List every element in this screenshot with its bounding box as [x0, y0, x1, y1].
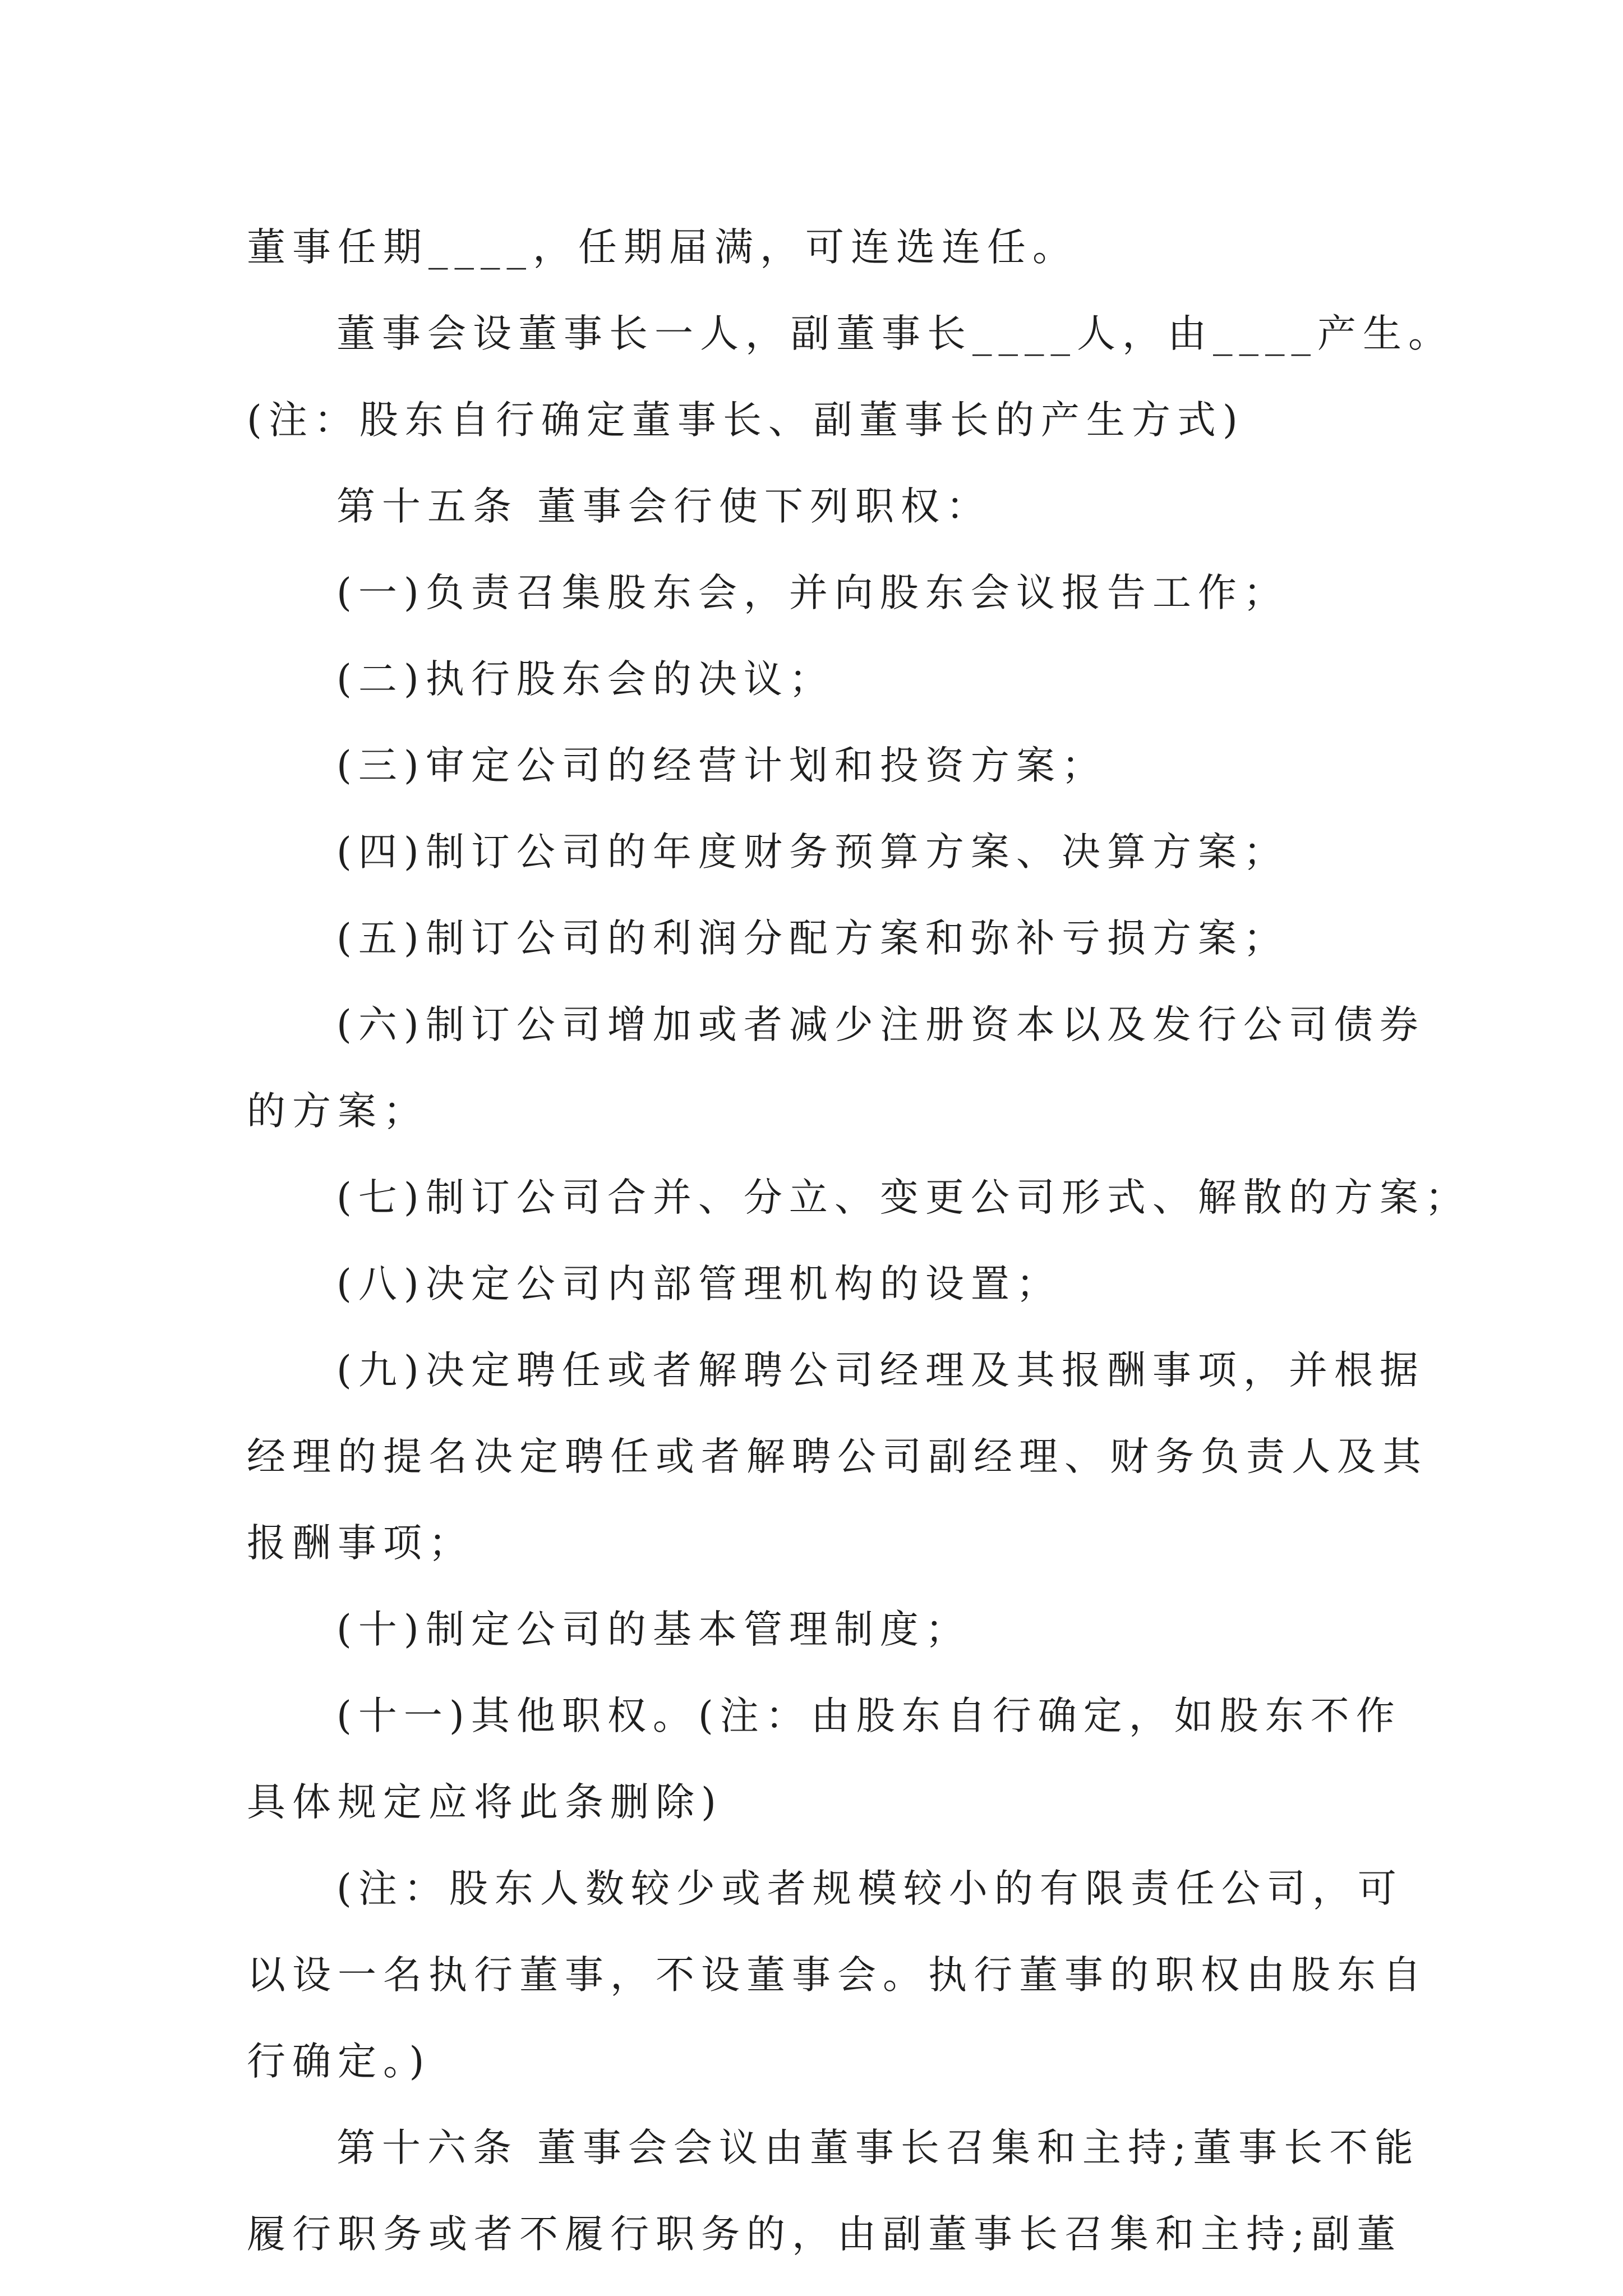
text-line: (十)制定公司的基本管理制度；: [336, 1607, 971, 1652]
text-line: (三)审定公司的经营计划和投资方案；: [336, 743, 1107, 788]
text-line: (八)决定公司内部管理机构的设置；: [336, 1262, 1062, 1306]
article-heading-15: 第十五条 董事会行使下列职权：: [336, 484, 992, 529]
text-line: (注：股东自行确定董事长、副董事长的产生方式): [247, 398, 1244, 443]
text-line: (十一)其他职权。(注：由股东自行确定，如股东不作: [336, 1694, 1401, 1738]
text-line: 履行职务或者不履行职务的，由副董事长召集和主持;副董: [247, 2212, 1403, 2257]
text-line: 行确定。): [247, 2039, 431, 2084]
document-body: [247, 204, 1470, 2277]
text-line: (一)负责召集股东会，并向股东会议报告工作；: [336, 570, 1289, 615]
text-line: 董事会设董事长一人，副董事长____人，由____产生。: [336, 311, 1454, 356]
text-line: 具体规定应将此条删除): [247, 1780, 723, 1825]
text-line: (七)制订公司合并、分立、变更公司形式、解散的方案；: [336, 1175, 1470, 1220]
text-line: (六)制订公司增加或者减少注册资本以及发行公司债券: [336, 1002, 1425, 1047]
text-line: (二)执行股东会的决议；: [336, 657, 834, 702]
text-line: (九)决定聘任或者解聘公司经理及其报酬事项，并根据: [336, 1348, 1425, 1393]
text-line: 的方案；: [247, 1089, 428, 1134]
text-line: 以设一名执行董事，不设董事会。执行董事的职权由股东自: [247, 1953, 1428, 1998]
text-line: (五)制订公司的利润分配方案和弥补亏损方案；: [336, 916, 1289, 961]
article-heading-16: 第十六条 董事会会议由董事长召集和主持;董事长不能: [336, 2125, 1421, 2170]
text-line: 经理的提名决定聘任或者解聘公司副经理、财务负责人及其: [247, 1434, 1428, 1479]
text-line: 董事任期____，任期届满，可连选连任。: [247, 225, 1078, 270]
text-line: (注：股东人数较少或者规模较小的有限责任公司，可: [336, 1866, 1403, 1911]
text-line: 报酬事项；: [247, 1521, 474, 1566]
text-line: (四)制订公司的年度财务预算方案、决算方案；: [336, 830, 1289, 875]
